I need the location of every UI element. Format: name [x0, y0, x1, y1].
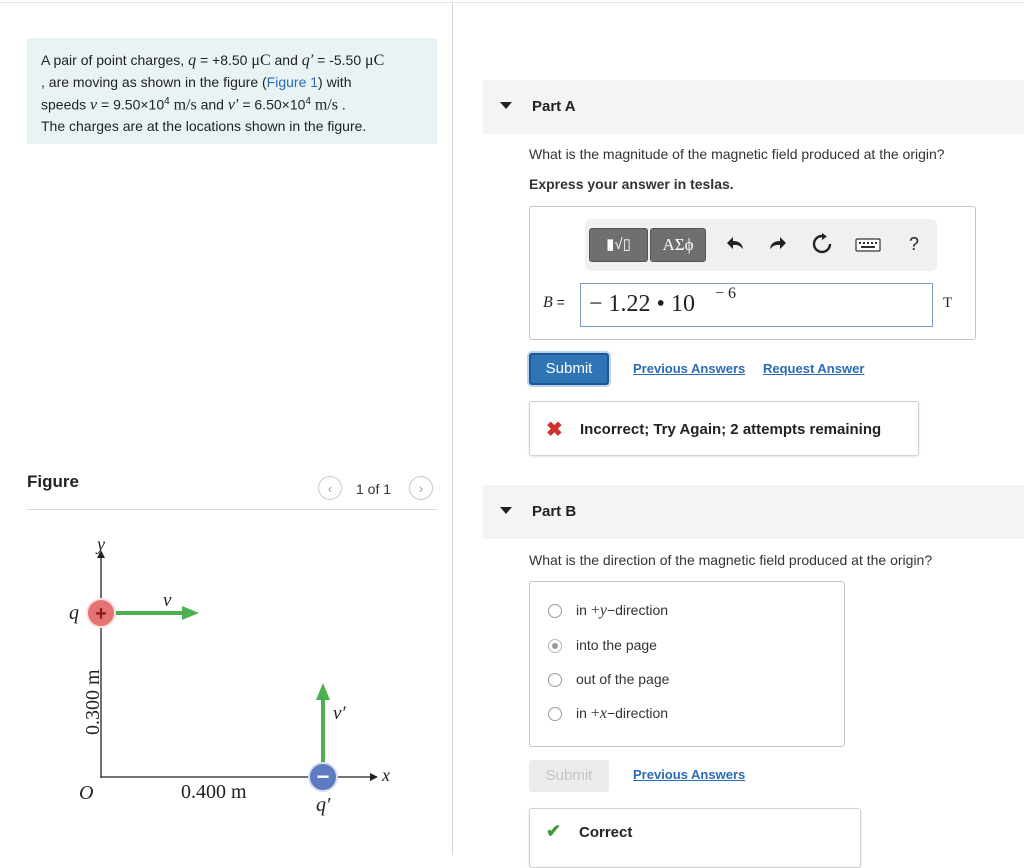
answer-box: [529, 206, 976, 340]
problem-line-4: The charges are at the locations shown in the figure.: [41, 118, 367, 135]
qprime-label: q′: [316, 794, 331, 816]
choice-text: out of the page: [576, 671, 670, 687]
chevron-right-icon: ›: [418, 481, 424, 496]
vprime-label: v′: [333, 703, 346, 724]
choice-math: +x: [590, 705, 607, 722]
choice-label: [576, 602, 668, 620]
problem-line-2b: ) with: [318, 73, 352, 90]
horizontal-distance-label: 0.400 m: [181, 781, 247, 803]
figure-title: Figure: [27, 472, 79, 491]
choice-label: [576, 637, 657, 653]
qprime-value: = -5.50: [313, 52, 366, 68]
column-divider: [452, 3, 453, 855]
figure-next-button[interactable]: [409, 476, 433, 500]
help-button[interactable]: ?: [908, 234, 919, 254]
correct-feedback-text: Correct: [579, 824, 633, 841]
figure-page-count: 1 of 1: [356, 481, 392, 497]
v-exponent: 4: [164, 96, 170, 107]
choice-math: +y: [590, 602, 607, 619]
radio-button[interactable]: [548, 673, 562, 687]
radio-button[interactable]: [548, 604, 562, 618]
part-b-title: Part B: [532, 503, 577, 520]
part-b-header[interactable]: [483, 485, 1024, 539]
q-label: q: [69, 602, 79, 624]
figure-prev-button[interactable]: [318, 476, 342, 500]
keyboard-icon[interactable]: [855, 236, 881, 259]
q-symbol: q: [188, 52, 197, 69]
choice-text: in: [576, 602, 591, 618]
minus-icon: −: [316, 764, 330, 789]
v-label: v: [163, 590, 172, 611]
part-b-question: What is the direction of the magnetic field produced at the origin?: [529, 552, 933, 568]
unit-uc: μC: [251, 52, 271, 69]
qprime-symbol: q′: [301, 52, 314, 69]
variable-b: B: [543, 294, 553, 311]
unit-ms-2: m/s: [314, 96, 338, 114]
period: .: [337, 96, 346, 113]
caret-down-icon: [500, 102, 512, 109]
correct-feedback: [529, 808, 861, 868]
radio-button-selected[interactable]: [548, 639, 562, 653]
figure-link[interactable]: Figure 1: [266, 73, 319, 90]
part-b-submit-button: Submit: [529, 760, 609, 792]
vprime-exponent: 4: [305, 96, 311, 107]
answer-variable-label: [543, 294, 565, 312]
problem-text-1: A pair of point charges,: [41, 52, 189, 68]
v-value: = 9.50×10: [97, 96, 165, 113]
figure-header-rule: [27, 509, 437, 510]
plus-icon: +: [95, 603, 107, 625]
part-a-question: What is the magnitude of the magnetic field produced at the origin?: [529, 146, 945, 162]
vprime-symbol: v′: [227, 96, 239, 114]
undo-icon[interactable]: [722, 233, 748, 259]
templates-icon: ▮√▯: [606, 236, 631, 253]
q-value: = +8.50: [196, 52, 252, 68]
part-a-title: Part A: [532, 98, 576, 115]
part-a-previous-answers-link[interactable]: Previous Answers: [633, 361, 746, 376]
x-axis-label: x: [382, 765, 390, 785]
math-toolbar: [585, 219, 937, 271]
greek-icon: ΑΣϕ: [662, 235, 694, 254]
top-divider: [0, 2, 1024, 3]
speeds-text: speeds: [41, 96, 91, 113]
answer-unit: T: [943, 295, 953, 311]
choice-text-post: −direction: [606, 602, 669, 618]
request-answer-link[interactable]: Request Answer: [763, 361, 865, 376]
answer-input[interactable]: [580, 283, 933, 327]
choice-text: into the page: [576, 637, 657, 653]
choices-box: [529, 581, 845, 747]
reset-icon[interactable]: [809, 233, 835, 261]
figure-diagram: [27, 520, 437, 820]
answer-value: − 1.22 • 10: [589, 291, 695, 317]
choice-label: [576, 705, 668, 723]
problem-statement: [27, 38, 437, 144]
part-b-previous-answers-link[interactable]: Previous Answers: [633, 767, 746, 782]
unit-uc-2: μC: [365, 52, 385, 69]
radio-button[interactable]: [548, 707, 562, 721]
incorrect-feedback: [529, 401, 919, 456]
and-text-2: and: [196, 96, 228, 113]
part-a-instruction: Express your answer in teslas.: [529, 176, 734, 192]
incorrect-feedback-text: Incorrect; Try Again; 2 attempts remaining: [580, 421, 882, 438]
greek-button[interactable]: [650, 228, 706, 262]
answer-exponent: − 6: [715, 285, 737, 302]
problem-line-2a: , are moving as shown in the figure (: [41, 73, 267, 90]
caret-down-icon: [500, 507, 512, 514]
v-arrow-head: [182, 606, 199, 620]
redo-icon[interactable]: [765, 233, 791, 259]
x-axis-arrowhead: [370, 773, 378, 781]
choice-text-post: −direction: [606, 705, 669, 721]
part-a-submit-button[interactable]: Submit: [529, 353, 609, 385]
templates-button[interactable]: [589, 228, 648, 262]
x-icon: ✖: [546, 419, 563, 441]
choice-text: in: [576, 705, 591, 721]
vprime-value: = 6.50×10: [238, 96, 306, 113]
v-symbol: v: [90, 96, 98, 114]
vertical-distance-label: 0.300 m: [82, 669, 104, 735]
vprime-arrow-head: [316, 683, 330, 700]
choice-label: [576, 671, 669, 687]
origin-label: O: [79, 782, 94, 804]
equals-sign: =: [552, 294, 565, 310]
unit-ms: m/s: [173, 96, 197, 114]
checkmark-icon: ✔: [546, 821, 562, 841]
and-text: and: [270, 52, 302, 68]
problem-text: [41, 50, 431, 137]
chevron-left-icon: ‹: [327, 481, 333, 496]
y-axis-label: y: [97, 534, 105, 554]
part-a-header[interactable]: [483, 80, 1024, 134]
